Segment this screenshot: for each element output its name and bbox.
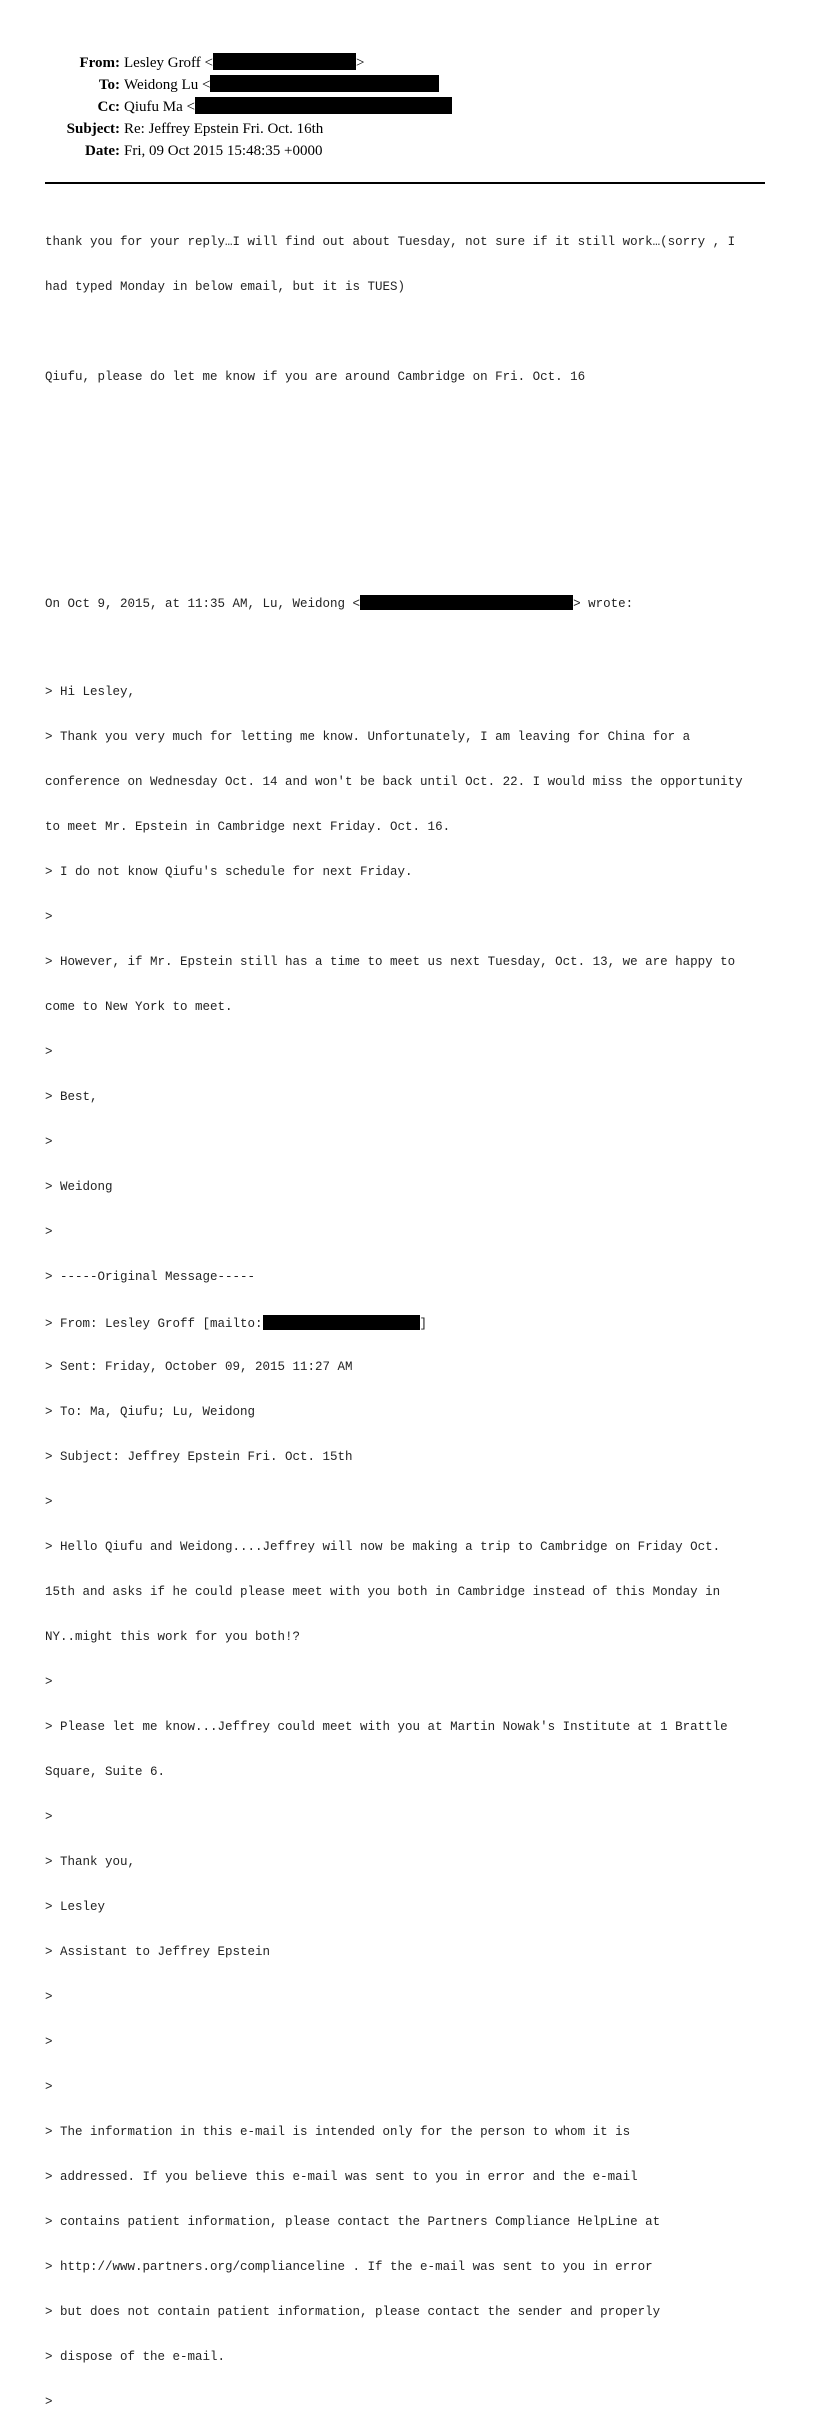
date-row — [0, 140, 816, 162]
from-name: Lesley Groff < — [124, 55, 213, 71]
quoted-line: > addressed. If you believe this e-mail was sent to you in error and the e-mail — [45, 2170, 638, 2184]
quoted-line: Square, Suite 6. — [45, 1765, 166, 1779]
quoted-line: > — [45, 1810, 53, 1824]
quoted-line: > Best, — [45, 1090, 98, 1104]
wrote-line — [45, 595, 785, 610]
from-label: From: — [79, 55, 120, 71]
quoted-line: 15th and asks if he could please meet with you both in Cambridge instead of this Monday in — [45, 1585, 721, 1599]
from-value — [124, 52, 364, 74]
quoted-line: > Subject: Jeffrey Epstein Fri. Oct. 15th — [45, 1450, 353, 1464]
quoted-line: NY..might this work for you both!? — [45, 1630, 301, 1644]
quoted-line: > Hi Lesley, — [45, 685, 136, 699]
to-value — [124, 74, 439, 96]
blank-line — [45, 505, 785, 520]
quoted-line: > contains patient information, please contact the Partners Compliance HelpLine at — [45, 2215, 661, 2229]
blank-line — [45, 550, 785, 565]
quoted-from-line — [45, 1315, 785, 1330]
quoted-line: > — [45, 1495, 53, 1509]
date-value: Fri, 09 Oct 2015 15:48:35 +0000 — [124, 143, 323, 159]
quoted-line: > — [45, 1675, 53, 1689]
from-row — [0, 52, 816, 74]
quoted-line: > The information in this e-mail is intended only for the person to whom it is — [45, 2125, 631, 2139]
from-suffix: > — [356, 55, 365, 71]
subject-label: Subject: — [66, 121, 120, 137]
quoted-line: > — [45, 1045, 53, 1059]
quoted-line: > Weidong — [45, 1180, 113, 1194]
redaction-block — [263, 1315, 420, 1330]
quoted-line: > Hello Qiufu and Weidong....Jeffrey will now be making a trip to Cambridge on Friday Oct. — [45, 1540, 721, 1554]
email-header — [0, 52, 816, 162]
body-line: had typed Monday in below email, but it is TUES) — [45, 280, 406, 294]
quoted-line: > Lesley — [45, 1900, 106, 1914]
wrote-prefix: On Oct 9, 2015, at 11:35 AM, Lu, Weidong < — [45, 597, 361, 611]
quoted-line: > I do not know Qiufu's schedule for next Friday. — [45, 865, 413, 879]
quoted-line: > Sent: Friday, October 09, 2015 11:27 AM — [45, 1360, 353, 1374]
quoted-line: > — [45, 1990, 53, 2004]
quoted-line: > but does not contain patient information, please contact the sender and properly — [45, 2305, 661, 2319]
blank-line — [45, 325, 785, 340]
quoted-line: conference on Wednesday Oct. 14 and won't be back until Oct. 22. I would miss the opportunity — [45, 775, 743, 789]
body-line: Qiufu, please do let me know if you are around Cambridge on Fri. Oct. 16 — [45, 370, 586, 384]
quoted-line: > To: Ma, Qiufu; Lu, Weidong — [45, 1405, 256, 1419]
quoted-line: come to New York to meet. — [45, 1000, 233, 1014]
blank-line — [45, 415, 785, 430]
quoted-line: > dispose of the e-mail. — [45, 2350, 226, 2364]
redaction-block — [213, 53, 356, 70]
subject-value: Re: Jeffrey Epstein Fri. Oct. 16th — [124, 121, 324, 137]
quoted-line: > http://www.partners.org/complianceline . If the e-mail was sent to you in error — [45, 2260, 653, 2274]
quoted-line: > Thank you very much for letting me know. Unfortunately, I am leaving for China for a — [45, 730, 691, 744]
to-row — [0, 74, 816, 96]
cc-row — [0, 96, 816, 118]
quoted-from-prefix: > From: Lesley Groff [mailto: — [45, 1317, 263, 1331]
quoted-line: > Please let me know...Jeffrey could meet with you at Martin Nowak's Institute at 1 Brattle — [45, 1720, 728, 1734]
quoted-line: > -----Original Message----- — [45, 1270, 256, 1284]
redaction-block — [360, 595, 573, 610]
redaction-block — [210, 75, 439, 92]
redaction-block — [195, 97, 452, 114]
cc-value — [124, 96, 452, 118]
quoted-line: to meet Mr. Epstein in Cambridge next Friday. Oct. 16. — [45, 820, 451, 834]
cc-label: Cc: — [97, 99, 120, 115]
cc-name: Qiufu Ma < — [124, 99, 195, 115]
quoted-from-suffix: ] — [419, 1317, 428, 1331]
blank-line — [45, 640, 785, 655]
quoted-line: > — [45, 2395, 53, 2409]
to-name: Weidong Lu < — [124, 77, 211, 93]
quoted-line: > — [45, 2035, 53, 2049]
date-label: Date: — [85, 143, 120, 159]
quoted-line: > — [45, 2080, 53, 2094]
header-divider — [45, 182, 765, 184]
email-body — [45, 205, 785, 2425]
wrote-suffix: > wrote: — [573, 597, 634, 611]
quoted-line: > However, if Mr. Epstein still has a time to meet us next Tuesday, Oct. 13, we are happy to — [45, 955, 736, 969]
quoted-line: > Assistant to Jeffrey Epstein — [45, 1945, 271, 1959]
to-label: To: — [98, 77, 120, 93]
subject-row — [0, 118, 816, 140]
quoted-line: > — [45, 1225, 53, 1239]
blank-line — [45, 460, 785, 475]
quoted-line: > — [45, 910, 53, 924]
quoted-line: > Thank you, — [45, 1855, 136, 1869]
body-line: thank you for your reply…I will find out about Tuesday, not sure if it still work…(sorry , I — [45, 235, 736, 249]
quoted-line: > — [45, 1135, 53, 1149]
